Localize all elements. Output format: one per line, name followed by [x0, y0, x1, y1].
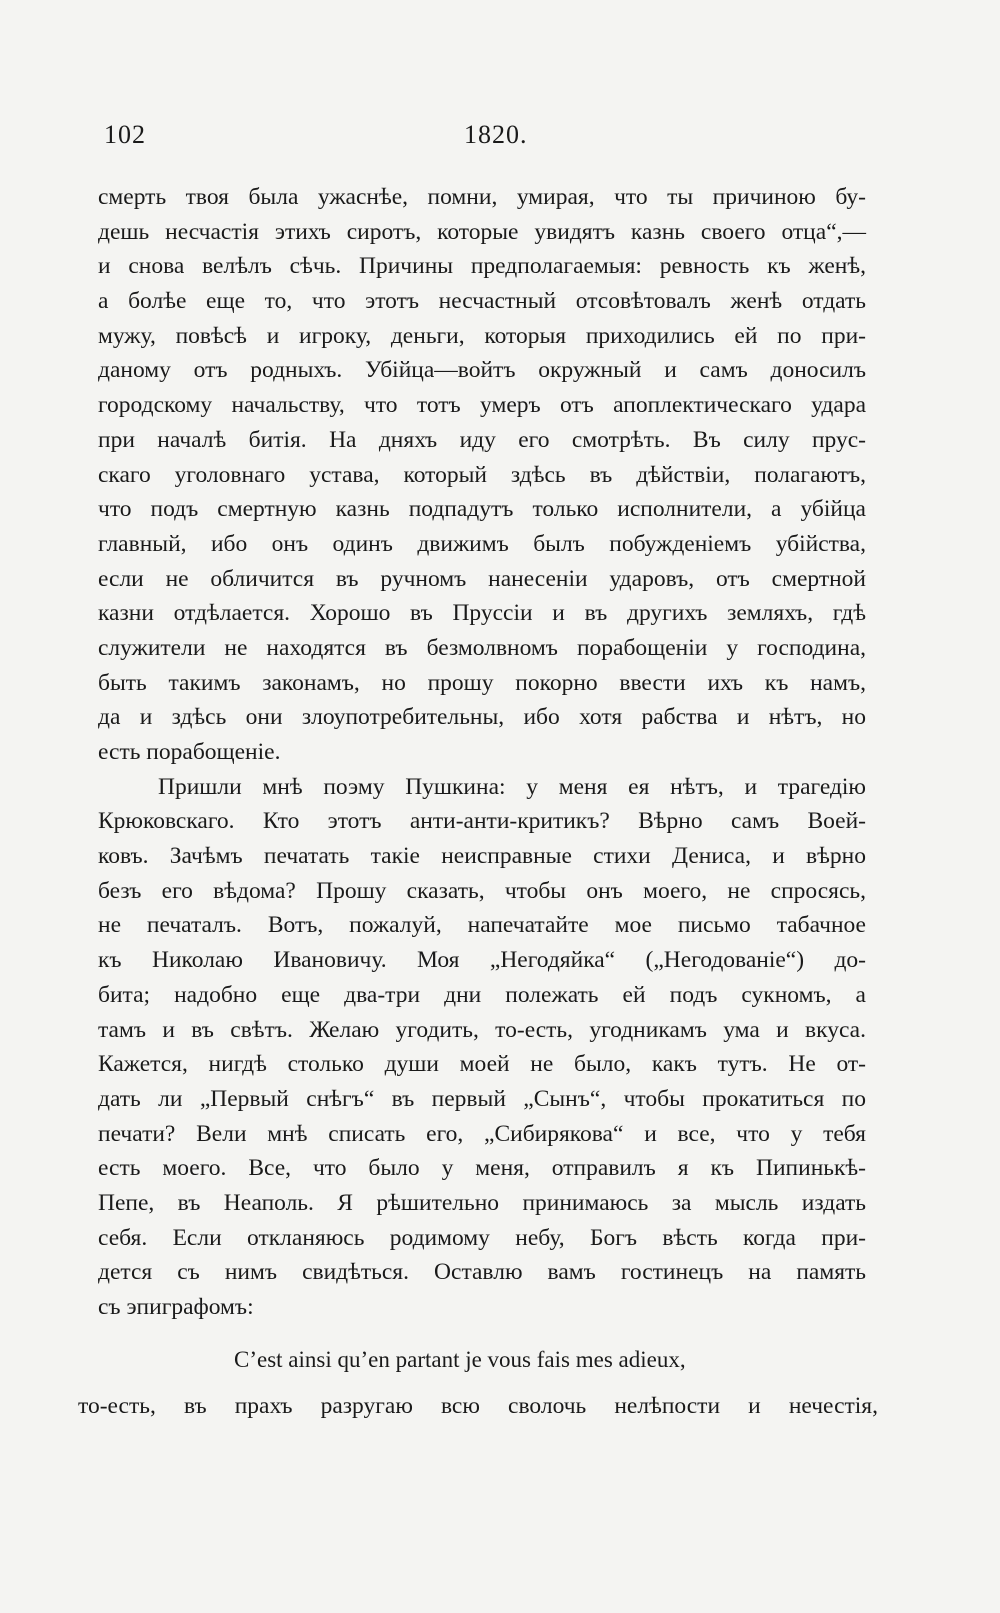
- text-line: дешь несчастія этихъ сиротъ, которые увидятъ казнь своего отца“,—: [98, 218, 866, 245]
- text-line: Крюковскаго. Кто этотъ анти-анти-критикъ? Вѣрно самъ Воей-: [98, 808, 866, 835]
- text-line: даному отъ родныхъ. Убійца—войтъ окружный и самъ доносилъ: [98, 357, 866, 384]
- text-line: при началѣ битія. На дняхъ иду его смотрѣть. Въ силу прус-: [98, 426, 866, 453]
- text-line: главный, ибо онъ одинъ движимъ былъ побужденіемъ убійства,: [98, 530, 866, 557]
- text-line: себя. Если откланяюсь родимому небу, Богъ вѣсть когда при-: [98, 1224, 866, 1251]
- text-line: скаго уголовнаго устава, который здѣсь въ дѣйствіи, полагаютъ,: [98, 461, 866, 488]
- epigraph-quote: C’est ainsi qu’en partant je vous fais mes adieux,: [234, 1346, 686, 1372]
- text-line: печати? Вели мнѣ списать его, „Сибирякова“ и все, что у тебя: [98, 1120, 866, 1147]
- text-line: ковъ. Зачѣмъ печатать такіе неисправные стихи Дениса, и вѣрно: [98, 843, 866, 870]
- text-line: бита; надобно еще два-три дни полежать ей подъ сукномъ, а: [98, 981, 866, 1008]
- text-line: что подъ смертную казнь подпадутъ только исполнители, а убійца: [98, 496, 866, 523]
- text-line: и снова велѣлъ сѣчь. Причины предполагаемыя: ревность къ женѣ,: [98, 253, 866, 280]
- text-line: къ Николаю Ивановичу. Моя „Негодяйка“ („Негодованіе“) до-: [98, 947, 866, 974]
- running-header: [104, 120, 864, 160]
- paragraph-first-line: Пришли мнѣ поэму Пушкина: у меня ея нѣтъ, и трагедію: [158, 773, 866, 800]
- text-line: не печаталъ. Вотъ, пожалуй, напечатайте мое письмо табачное: [98, 912, 866, 939]
- text-line: то-есть, въ прахъ разругаю всю сволочь нелѣпости и нечестія,: [78, 1393, 878, 1420]
- text-line: да и здѣсь они злоупотребительны, ибо хотя рабства и нѣтъ, но: [98, 704, 866, 731]
- text-line: служители не находятся въ безмолвномъ порабощеніи у господина,: [98, 634, 866, 661]
- text-line: есть моего. Все, что было у меня, отправилъ я къ Пипинькѣ-: [98, 1155, 866, 1182]
- paragraph-end-line: есть порабощеніе.: [98, 739, 281, 765]
- text-line: смерть твоя была ужаснѣе, помни, умирая, что ты причиною бу-: [98, 184, 866, 210]
- text-line: тамъ и въ свѣтъ. Желаю угодить, то-есть, угодникамъ ума и вкуса.: [98, 1016, 866, 1043]
- paragraph-end-line: съ эпиграфомъ:: [98, 1294, 254, 1320]
- body-text: [78, 180, 878, 1424]
- text-line: городскому начальству, что тотъ умеръ отъ апоплектическаго удара: [98, 392, 866, 419]
- text-line: дать ли „Первый снѣгъ“ въ первый „Сынъ“, чтобы прокатиться по: [98, 1085, 866, 1112]
- running-title-year: 1820.: [464, 120, 528, 149]
- page-number: 102: [104, 120, 146, 149]
- text-line: Кажется, нигдѣ столько души моей не было, какъ тутъ. Не от-: [98, 1051, 866, 1078]
- text-line: а болѣе еще то, что этотъ несчастный отсовѣтовалъ женѣ отдать: [98, 288, 866, 315]
- text-line: Пепе, въ Неаполь. Я рѣшительно принимаюсь за мысль издать: [98, 1189, 866, 1216]
- text-line: если не обличится въ ручномъ нанесеніи ударовъ, отъ смертной: [98, 565, 866, 592]
- text-line: мужу, повѣсѣ и игроку, деньги, которыя приходились ей по при-: [98, 322, 866, 349]
- text-line: безъ его вѣдома? Прошу сказать, чтобы онъ моего, не спросясь,: [98, 877, 866, 904]
- text-line: быть такимъ законамъ, но прошу покорно ввести ихъ къ намъ,: [98, 669, 866, 696]
- text-line: дется съ нимъ свидѣться. Оставлю вамъ гостинецъ на память: [98, 1259, 866, 1286]
- text-line: казни отдѣлается. Хорошо въ Пруссіи и въ другихъ земляхъ, гдѣ: [98, 600, 866, 627]
